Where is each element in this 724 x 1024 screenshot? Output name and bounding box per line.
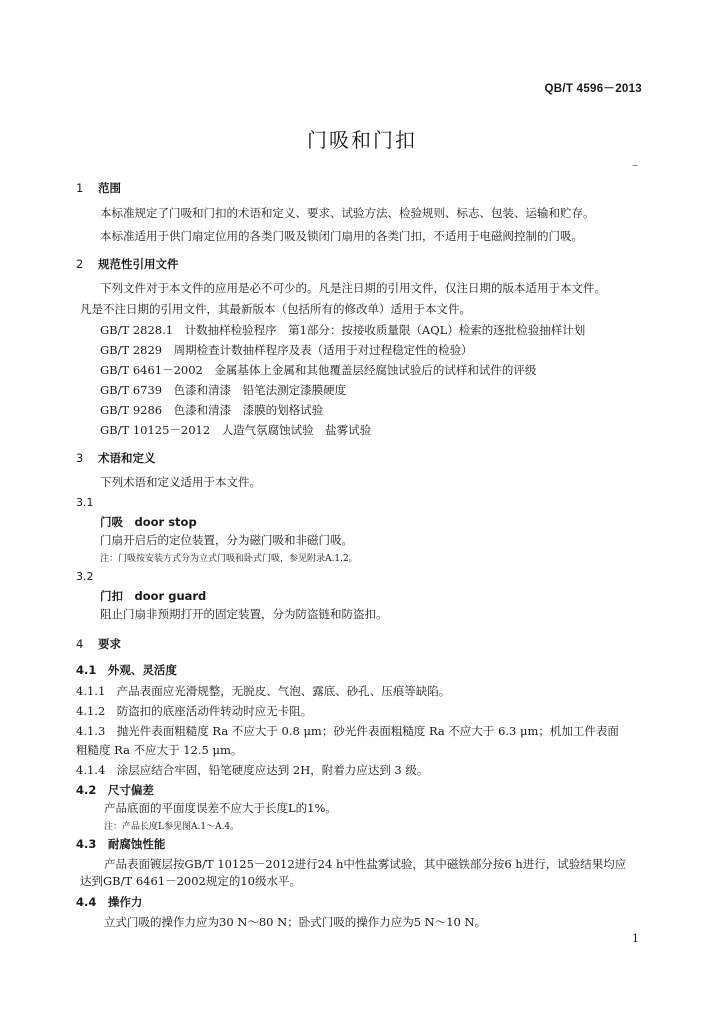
page-number: 1 [632, 932, 639, 945]
section-3-title: 术语和定义 [98, 451, 156, 465]
term-3-2-number: 3.2 [76, 570, 94, 583]
term-3-2-definition: 阻止门扇非预期打开的固定装置，分为防盗链和防盗扣。 [100, 607, 388, 621]
s2-paragraph-1b: 凡是不注日期的引用文件，其最新版本（包括所有的修改单）适用于本文件。 [80, 302, 471, 316]
term-3-1-name: 门吸 door stop [100, 515, 197, 529]
section-3-heading [76, 450, 156, 466]
clause-4-3-text: 产品表面镀层按GB/T 10125－2012进行24 h中性盐雾试验，其中磁铁部分按6 h进行，试验结果均应 [104, 857, 627, 871]
term-3-1-number: 3.1 [76, 496, 94, 509]
reference-item: GB/T 6461－2002 金属基体上金属和其他覆盖层经腐蚀试验后的试样和试件的评级 [100, 363, 537, 377]
edge-mark: ‒ [632, 160, 639, 171]
term-3-1-note: 注：门吸按安装方式分为立式门吸和卧式门吸，参见附录A.1.2。 [100, 554, 358, 564]
section-4-number: 4 [76, 637, 84, 651]
reference-item: GB/T 9286 色漆和清漆 漆膜的划格试验 [100, 403, 324, 417]
clause-4-1-2: 4.1.2 防盗扣的底座活动件转动时应无卡阻。 [76, 704, 313, 718]
subsection-4-3-heading: 4.3 耐腐蚀性能 [76, 837, 166, 851]
section-1-number: 1 [76, 181, 84, 195]
s2-paragraph-1a: 下列文件对于本文件的应用是必不可少的。凡是注日期的引用文件，仅注日期的版本适用于本文件。 [100, 281, 606, 295]
clause-4-1-4: 4.1.4 涂层应结合牢固，铅笔硬度应达到 2H，附着力应达到 3 级。 [76, 763, 429, 777]
section-1-title: 范围 [98, 181, 121, 195]
section-1-heading [76, 180, 121, 196]
term-3-1-definition: 门扇开启后的定位装置，分为磁门吸和非磁门吸。 [100, 533, 353, 547]
subsection-4-4-heading: 4.4 操作力 [76, 895, 143, 909]
clause-4-1-1: 4.1.1 产品表面应光滑规整，无脱皮、气泡、露底、砂孔、压痕等缺陷。 [76, 684, 451, 698]
clause-4-1-3: 4.1.3 抛光件表面粗糙度 Ra 不应大于 0.8 μm；砂光件表面粗糙度 Ra 不应大于 6.3 μm；机加工件表面 [76, 724, 619, 738]
clause-4-1-3-continued: 粗糙度 Ra 不应大于 12.5 μm。 [76, 743, 243, 757]
term-3-2-name: 门扣 door guard [100, 589, 207, 603]
clause-4-3-text-continued: 达到GB/T 6461－2002规定的10级水平。 [80, 874, 302, 888]
reference-item: GB/T 2829 周期检查计数抽样程序及表（适用于对过程稳定性的检验） [100, 343, 473, 357]
clause-4-2-text: 产品底面的平面度误差不应大于长度L的1%。 [104, 801, 337, 815]
subsection-4-2-heading: 4.2 尺寸偏差 [76, 783, 154, 797]
section-2-heading [76, 256, 179, 272]
clause-4-4-text: 立式门吸的操作力应为30 N～80 N；卧式门吸的操作力应为5 N～10 N。 [104, 915, 487, 929]
section-2-title: 规范性引用文件 [98, 257, 179, 271]
standard-number: QB/T 4596－2013 [544, 83, 642, 95]
reference-item: GB/T 6739 色漆和清漆 铅笔法测定漆膜硬度 [100, 383, 347, 397]
subsection-4-1-heading: 4.1 外观、灵活度 [76, 663, 177, 677]
reference-item: GB/T 10125－2012 人造气氛腐蚀试验 盐雾试验 [100, 423, 372, 437]
section-2-number: 2 [76, 257, 84, 271]
section-4-title: 要求 [98, 637, 121, 651]
section-4-heading [76, 636, 121, 652]
s1-paragraph-1: 本标准规定了门吸和门扣的术语和定义、要求、试验方法、检验规则、标志、包装、运输和贮存。 [100, 206, 595, 220]
reference-item: GB/T 2828.1 计数抽样检验程序 第1部分：按接收质量限（AQL）检索的逐批检验抽样计划 [100, 323, 586, 337]
document-title: 门吸和门扣 [307, 128, 417, 152]
section-3-number: 3 [76, 451, 84, 465]
s1-paragraph-2: 本标准适用于供门扇定位用的各类门吸及锁闭门扇用的各类门扣，不适用于电磁阀控制的门吸。 [100, 229, 583, 243]
clause-4-2-note: 注：产品长度L参见图A.1～A.4。 [104, 822, 240, 832]
s3-intro: 下列术语和定义适用于本文件。 [100, 475, 261, 489]
